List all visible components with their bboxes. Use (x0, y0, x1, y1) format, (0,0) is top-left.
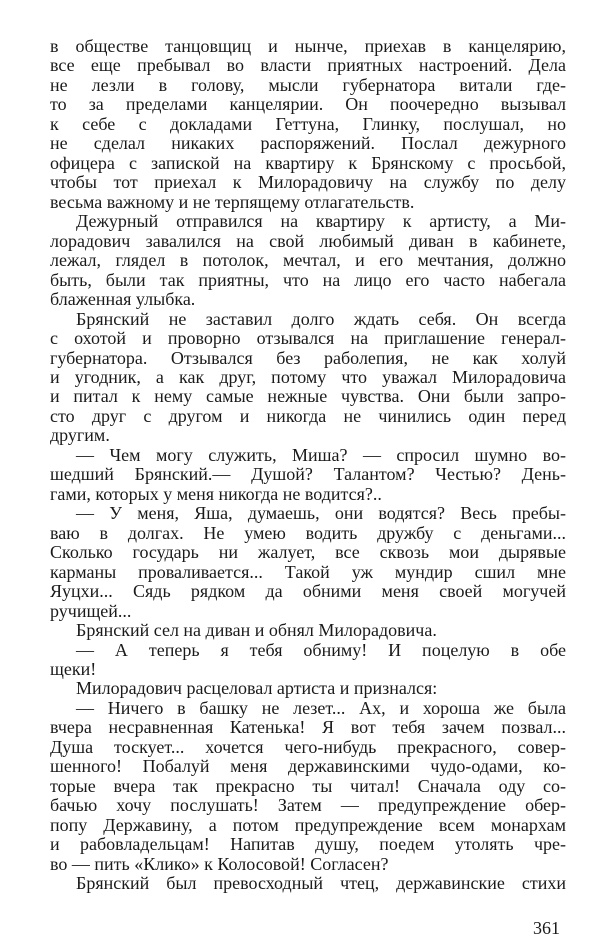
text-line: ручищей... (50, 600, 132, 621)
text-line: ваю в долгах. Не умею водить дружбу с деньгами... (50, 522, 566, 543)
text-line: не лезли в голову, мысли губернатора витали где- (50, 74, 566, 95)
text-line: бачью хочу послушать! Затем — предупреждение обер- (50, 795, 566, 816)
text-line: блаженная улыбка. (50, 289, 196, 310)
text-line: Брянский был превосходный чтец, державинские стихи (76, 873, 566, 894)
text-line: Яуцхи... Сядь рядком да обними меня своей могучей (50, 581, 566, 602)
text-line: весьма важному и не терпящему отлагательств. (50, 191, 415, 212)
text-line: Сколько государь ни жалует, все сквозь мои дырявые (50, 542, 566, 563)
text-line: другим. (50, 425, 110, 446)
text-line: сто друг с другом и никогда не чинились один перед (50, 405, 566, 426)
text-line: вчера несравненная Катенька! Я вот тебя зачем позвал... (50, 717, 566, 738)
text-line: чтобы тот приехал к Милорадовичу на службу по делу (50, 172, 566, 193)
text-line: все еще пребывал во власти приятных настроений. Дела (50, 55, 566, 76)
page-text (50, 37, 566, 894)
text-line: во — пить «Клико» к Колосовой! Согласен? (50, 853, 389, 874)
text-line: быть, были так приятны, что на лицо его часто набегала (50, 269, 566, 290)
text-line: офицера с запиской на квартиру к Брянскому с просьбой, (50, 152, 566, 173)
text-line: к себе с докладами Геттуна, Глинку, послушал, но (50, 113, 566, 134)
text-line: с охотой и проворно отзывался на приглашение генерал- (50, 328, 566, 349)
text-line: щеки! (50, 659, 97, 679)
text-line: Брянский не заставил долго ждать себя. Он всегда (76, 308, 566, 329)
text-line: не сделал никаких распоряжений. Послал дежурного (50, 133, 566, 154)
text-line: в обществе танцовщиц и нынче, приехав в канцелярию, (50, 36, 566, 56)
text-line: и питал к нему самые нежные чувства. Они были запро- (50, 386, 566, 407)
text-line: карманы проваливается... Такой уж мундир сшил мне (50, 561, 566, 582)
text-line: — Чем могу служить, Миша? — спросил шумно во- (76, 444, 566, 465)
text-line: — Ничего в башку не лезет... Ах, и хороша же была (76, 697, 566, 718)
text-line: Дежурный отправился на квартиру к артисту, а Ми- (76, 211, 566, 232)
text-line: Душа тоскует... хочется чего-нибудь прекрасного, совер- (50, 736, 566, 757)
text-line: Брянский сел на диван и обнял Милорадовича. (76, 620, 437, 641)
text-line: — А теперь я тебя обниму! И поцелую в обе (76, 639, 566, 660)
text-line: Милорадович расцеловал артиста и признался: (76, 678, 438, 699)
text-line: гами, которых у меня никогда не водится?.. (50, 483, 382, 504)
text-line: и угодник, а как друг, потому что уважал Милорадовича (50, 366, 566, 387)
text-line: шедший Брянский.— Душой? Талантом? Честью? День- (50, 464, 566, 485)
text-line: и рабовладельцам! Напитав душу, поедем утолять чре- (50, 834, 566, 855)
text-line: торые вчера так прекрасно ты читал! Сначала оду со- (50, 775, 566, 796)
text-line: шенного! Побалуй меня державинскими чудо-одами, ко- (50, 756, 566, 777)
text-line: — У меня, Яша, думаешь, они водятся? Весь пребы- (76, 503, 566, 524)
text-line: то за пределами канцелярии. Он поочередно вызывал (50, 94, 566, 115)
text-line: лорадович завалился на свой любимый диван в кабинете, (50, 230, 566, 251)
page-number: 361 (533, 918, 560, 938)
text-line: губернатора. Отзывался без раболепия, не как холуй (50, 347, 566, 368)
text-line: попу Державину, а потом предупреждение всем монархам (50, 814, 566, 835)
text-line: лежал, глядел в потолок, мечтал, и его мечтания, должно (50, 250, 566, 271)
